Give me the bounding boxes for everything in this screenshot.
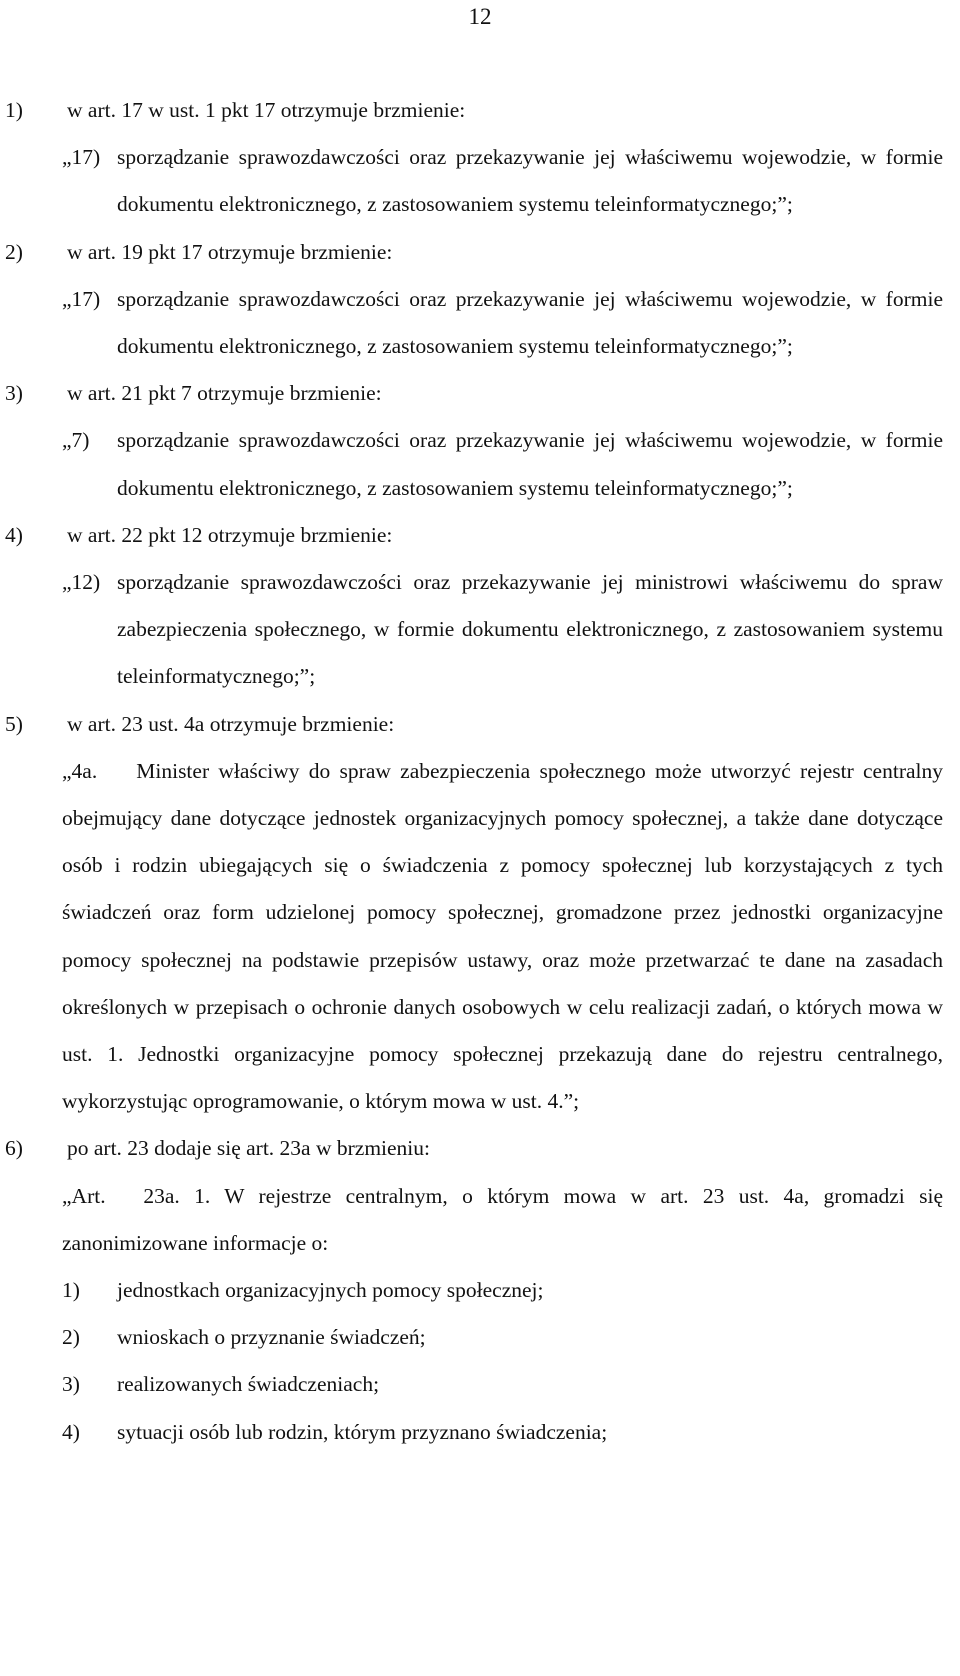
list-item-2 [0, 229, 960, 276]
amendment-quote-2 [62, 276, 943, 370]
quote-text: sporządzanie sprawozdawczości oraz przekazywanie jej ministrowi właściwemu do spraw zabezpieczenia społecznego, w formie dokumentu elektronicznego, z zastosowaniem systemu teleinformatycznego;”; [117, 570, 943, 689]
item-text: po art. 23 dodaje się art. 23a w brzmieniu: [67, 1136, 431, 1161]
list-item-6 [0, 1125, 960, 1172]
item-text: w art. 19 pkt 17 otrzymuje brzmienie: [67, 239, 393, 264]
point-text: realizowanych świadczeniach; [117, 1372, 380, 1397]
point-number: 3) [62, 1372, 80, 1397]
list-item-4 [0, 512, 960, 559]
point-text: sytuacji osób lub rodzin, którym przyznano świadczenia; [117, 1419, 608, 1444]
item-text: w art. 21 pkt 7 otrzymuje brzmienie: [67, 381, 382, 406]
point-3 [62, 1361, 960, 1408]
item-number: 1) [5, 98, 23, 122]
paragraph-lead: „Art. [62, 1183, 106, 1208]
document-body [0, 87, 960, 1456]
point-2 [62, 1314, 960, 1361]
list-item-3 [0, 370, 960, 417]
quote-number: „7) [62, 428, 90, 453]
item-number: 4) [5, 522, 23, 547]
page-number: 12 [468, 4, 492, 29]
amendment-paragraph-23a [62, 1173, 943, 1267]
item-text: w art. 23 ust. 4a otrzymuje brzmienie: [67, 711, 395, 736]
item-number: 3) [5, 381, 23, 406]
amendment-quote-4 [62, 559, 943, 701]
quote-text: sporządzanie sprawozdawczości oraz przekazywanie jej właściwemu wojewodzie, w formie dokumentu elektronicznego, z zastosowaniem systemu teleinformatycznego;”; [117, 145, 943, 217]
quote-text: sporządzanie sprawozdawczości oraz przekazywanie jej właściwemu wojewodzie, w formie dokumentu elektronicznego, z zastosowaniem systemu teleinformatycznego;”; [117, 428, 943, 500]
amendment-quote-3 [62, 417, 943, 511]
point-text: wnioskach o przyznanie świadczeń; [117, 1325, 426, 1350]
list-item-5 [0, 701, 960, 748]
point-number: 4) [62, 1419, 80, 1444]
item-number: 6) [5, 1136, 23, 1161]
quote-number: „17) [62, 286, 101, 311]
quote-text: sporządzanie sprawozdawczości oraz przekazywanie jej właściwemu wojewodzie, w formie dokumentu elektronicznego, z zastosowaniem systemu teleinformatycznego;”; [117, 286, 943, 359]
item-number: 5) [5, 711, 23, 736]
list-item-1 [0, 87, 960, 134]
point-4 [62, 1409, 960, 1456]
amendment-paragraph-4a [62, 748, 943, 1126]
paragraph-text: 23a. 1. W rejestrze centralnym, o którym mowa w art. 23 ust. 4a, gromadzi się zanonimizowane informacje o: [62, 1183, 943, 1255]
paragraph-lead: „4a. [62, 758, 98, 783]
point-number: 2) [62, 1325, 80, 1350]
item-text: w art. 17 w ust. 1 pkt 17 otrzymuje brzmienie: [67, 98, 466, 122]
item-number: 2) [5, 239, 23, 264]
point-number: 1) [62, 1278, 80, 1303]
paragraph-text: Minister właściwy do spraw zabezpieczenia społecznego może utworzyć rejestr centralny obejmujący dane dotyczące jednostek organizacyjnych pomocy społecznej, a także dane dotyczące osób i rodzin ubiegających się o świadczenia z pomocy społecznej lub korzystających z tych świadczeń oraz form udzielonej pomocy społecznej, gromadzone przez jednostki organizacyjne pomocy społecznej na podstawie przepisów ustawy, oraz może przetwarzać te dane na zasadach określonych w przepisach o ochronie danych osobowych w celu realizacji zadań, o których mowa w ust. 1. Jednostki organizacyjne pomocy społecznej przekazują dane do rejestru centralnego, wykorzystując oprogramowanie, o którym mowa w ust. 4.”; [62, 758, 943, 1114]
quote-number: „17) [62, 145, 101, 170]
point-text: jednostkach organizacyjnych pomocy społecznej; [117, 1278, 544, 1303]
amendment-quote-1 [62, 134, 943, 228]
item-text: w art. 22 pkt 12 otrzymuje brzmienie: [67, 522, 393, 547]
point-1 [62, 1267, 960, 1314]
quote-number: „12) [62, 570, 101, 595]
